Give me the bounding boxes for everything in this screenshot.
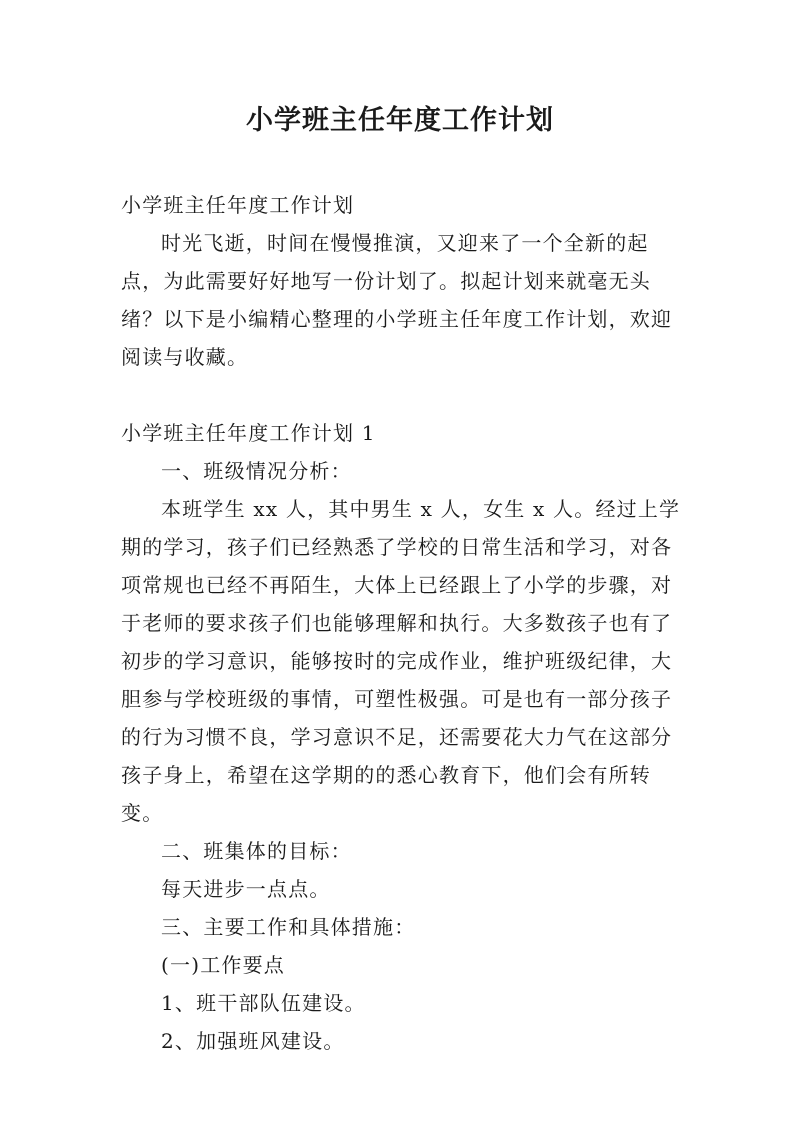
class-analysis-paragraph: 本班学生 xx 人，其中男生 x 人，女生 x 人。经过上学期的学习，孩子们已经熟悉了学校的日常生活和学习，对各项常规也已经不再陌生，大体上已经跟上了小学的步骤，对于老师的要求孩子们也能够理解和执行。大多数孩子也有了初步的学习意识，能够按时的完成作业，维护班级纪律，大胆参与学校班级的事情，可塑性极强。可是也有一部分孩子的行为习惯不良，学习意识不足，还需要花大力气在这部分孩子身上，希望在这学期的的悉心教育下，他们会有所转变。 — [121, 497, 681, 825]
section-title: 小学班主任年度工作计划 1 — [121, 421, 376, 445]
list-item: 1、班干部队伍建设。 — [161, 991, 366, 1015]
heading-main-work: 三、主要工作和具体措施： — [161, 915, 416, 939]
intro-paragraph: 时光飞逝，时间在慢慢推演，又迎来了一个全新的起点，为此需要好好地写一份计划了。拟起计划来就毫无头绪？以下是小编精心整理的小学班主任年度工作计划，欢迎阅读与收藏。 — [121, 231, 673, 369]
document-subtitle: 小学班主任年度工作计划 — [121, 193, 355, 217]
sub-heading-work-points: (一)工作要点 — [161, 953, 286, 977]
paragraph-spacer — [121, 376, 681, 414]
document-body — [121, 186, 681, 1060]
heading-class-goal: 二、班集体的目标： — [161, 839, 352, 863]
list-item: 2、加强班风建设。 — [161, 1029, 345, 1053]
document-title: 小学班主任年度工作计划 — [246, 105, 554, 136]
class-goal-text: 每天进步一点点。 — [161, 877, 331, 901]
heading-class-analysis: 一、班级情况分析： — [161, 459, 352, 483]
